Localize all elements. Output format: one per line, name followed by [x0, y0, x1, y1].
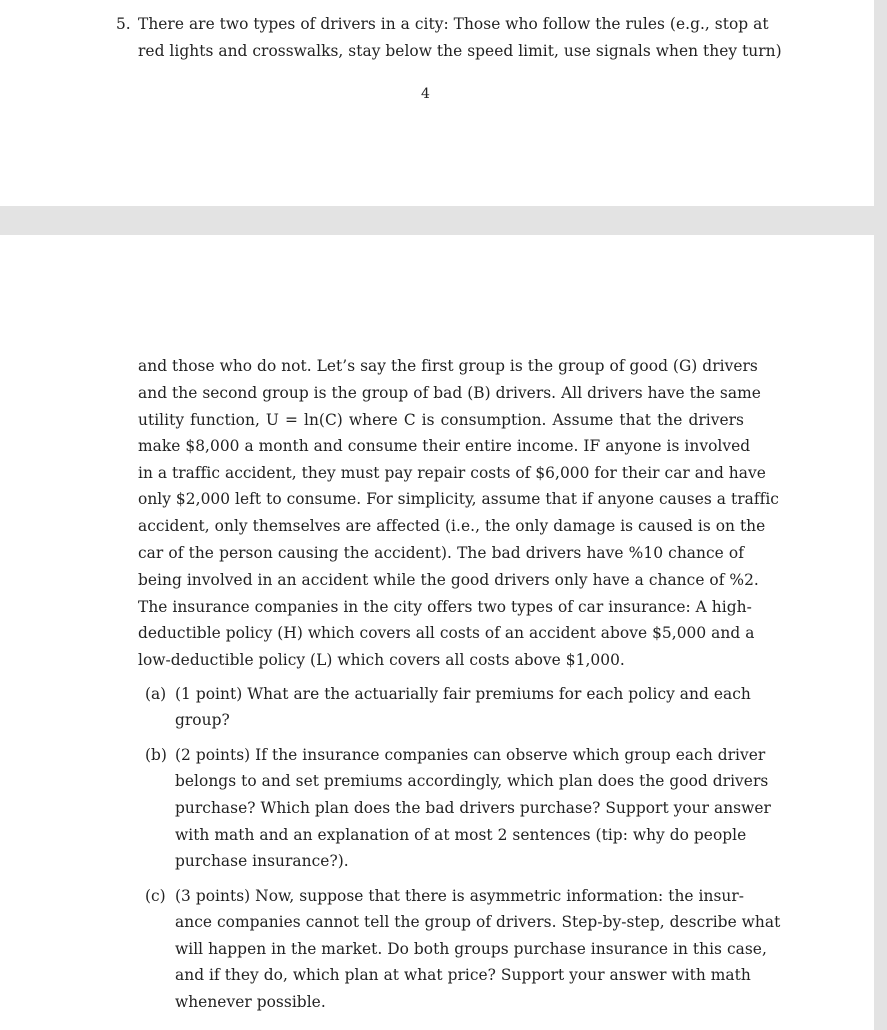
part-b-line-4: with math and an explanation of at most 2 sentences (tip: why do people — [175, 826, 747, 844]
body-line-6: only $2,000 left to consume. For simplicity, assume that if anyone causes a traffic — [138, 490, 779, 508]
part-a-line-1: (1 point) What are the actuarially fair premiums for each policy and each — [175, 685, 751, 703]
part-b-line-5: purchase insurance?). — [175, 852, 349, 870]
question-number: 5. — [116, 15, 131, 33]
part-b-label: (b) — [145, 746, 167, 764]
question-line-1: There are two types of drivers in a city: Those who follow the rules (e.g., stop at — [138, 15, 769, 33]
part-b-line-3: purchase? Which plan does the bad drivers purchase? Support your answer — [175, 799, 771, 817]
page-gap — [0, 206, 887, 235]
body-line-1: and those who do not. Let’s say the first group is the group of good (G) drivers — [138, 357, 758, 375]
body-line-10: The insurance companies in the city offers two types of car insurance: A high- — [138, 598, 752, 616]
scrollbar-track[interactable] — [874, 0, 887, 1030]
question-line-2: red lights and crosswalks, stay below the speed limit, use signals when they turn) — [138, 42, 782, 60]
part-a-line-2: group? — [175, 711, 230, 729]
body-line-12: low-deductible policy (L) which covers all costs above $1,000. — [138, 651, 625, 669]
body-line-2: and the second group is the group of bad (B) drivers. All drivers have the same — [138, 384, 761, 402]
part-c-line-1: (3 points) Now, suppose that there is asymmetric information: the insur- — [175, 887, 745, 905]
body-line-5: in a traffic accident, they must pay repair costs of $6,000 for their car and have — [138, 464, 766, 482]
body-line-4: make $8,000 a month and consume their entire income. IF anyone is involved — [138, 437, 751, 455]
body-line-3: utility function, U = ln(C) where C is consumption. Assume that the drivers — [138, 411, 744, 429]
part-c-line-2: ance companies cannot tell the group of drivers. Step-by-step, describe what — [175, 913, 781, 931]
body-line-11: deductible policy (H) which covers all costs of an accident above $5,000 and a — [138, 624, 755, 642]
body-line-7: accident, only themselves are affected (i.e., the only damage is caused is on the — [138, 517, 766, 535]
part-b-line-1: (2 points) If the insurance companies can observe which group each driver — [175, 746, 766, 764]
part-a-label: (a) — [145, 685, 167, 703]
body-line-9: being involved in an accident while the good drivers only have a chance of %2. — [138, 571, 759, 589]
body-line-8: car of the person causing the accident). The bad drivers have %10 chance of — [138, 544, 744, 562]
part-c-line-3: will happen in the market. Do both groups purchase insurance in this case, — [175, 940, 767, 958]
part-b-line-2: belongs to and set premiums accordingly, which plan does the good drivers — [175, 772, 769, 790]
part-c-line-5: whenever possible. — [175, 993, 326, 1011]
page-number: 4 — [421, 86, 430, 102]
part-c-line-4: and if they do, which plan at what price? Support your answer with math — [175, 966, 751, 984]
part-c-label: (c) — [145, 887, 166, 905]
